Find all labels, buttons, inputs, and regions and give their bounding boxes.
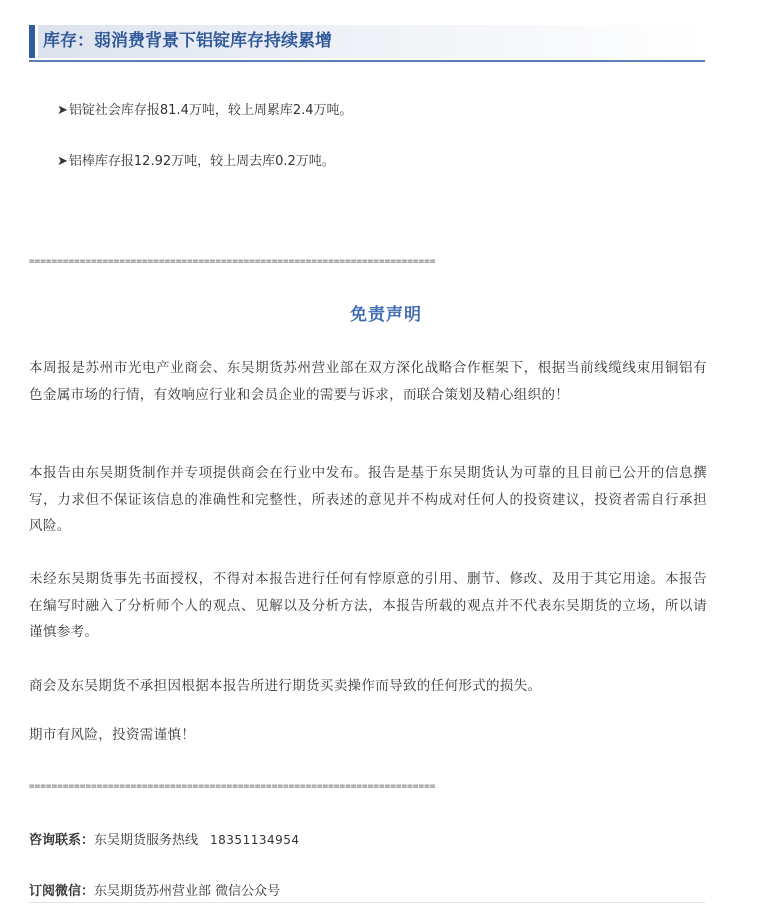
bullet-item	[57, 99, 353, 118]
disclaimer-title: 免责声明	[350, 305, 422, 325]
separator-line: ========================================================================	[29, 781, 436, 792]
disclaimer-paragraph: 本周报是苏州市光电产业商会、东吴期货苏州营业部在双方深化战略合作框架下，根据当前线缆线束用铜铝有色金属市场的行情，有效响应行业和会员企业的需要与诉求，而联合策划及精心组织的！	[29, 360, 707, 403]
consult-label: 咨询联系：	[29, 833, 95, 848]
banner-accent-bar	[29, 25, 35, 58]
consult-text: 东吴期货服务热线	[94, 833, 199, 848]
subscribe-label: 订阅微信：	[29, 884, 95, 899]
arrow-bullet-icon: ➤	[57, 103, 68, 118]
bullet-item	[57, 150, 335, 169]
subscribe-contact	[29, 880, 280, 899]
disclaimer-paragraph: 本报告由东吴期货制作并专项提供商会在行业中发布。报告是基于东吴期货认为可靠的且目前已公开的信息撰写，力求但不保证该信息的准确性和完整性，所表述的意见并不构成对任何人的投资建议，投资者需自行承担风险。	[29, 465, 707, 534]
section-banner	[29, 22, 705, 62]
subscribe-text: 东吴期货苏州营业部 微信公众号	[94, 884, 281, 899]
consult-contact	[29, 829, 300, 848]
disclaimer-paragraph: 未经东吴期货事先书面授权，不得对本报告进行任何有悖原意的引用、删节、修改、及用于其它用途。本报告在编写时融入了分析师个人的观点、见解以及分析方法，本报告所载的观点并不代表东吴期货的立场，所以请谨慎参考。	[29, 571, 707, 640]
bullet-text: 铝棒库存报12.92万吨，较上周去库0.2万吨。	[68, 154, 335, 169]
section-title: 库存：弱消费背景下铝锭库存持续累增	[43, 31, 332, 51]
arrow-bullet-icon: ➤	[57, 154, 68, 169]
banner-underline	[29, 60, 705, 62]
separator-line: ========================================================================	[29, 256, 436, 267]
bottom-divider	[29, 902, 705, 903]
disclaimer-paragraph: 商会及东吴期货不承担因根据本报告所进行期货买卖操作而导致的任何形式的损失。	[29, 678, 542, 694]
bullet-text: 铝锭社会库存报81.4万吨，较上周累库2.4万吨。	[68, 103, 353, 118]
risk-warning: 期市有风险，投资需谨慎！	[29, 727, 196, 743]
hotline-number: 18351134954	[210, 833, 300, 847]
